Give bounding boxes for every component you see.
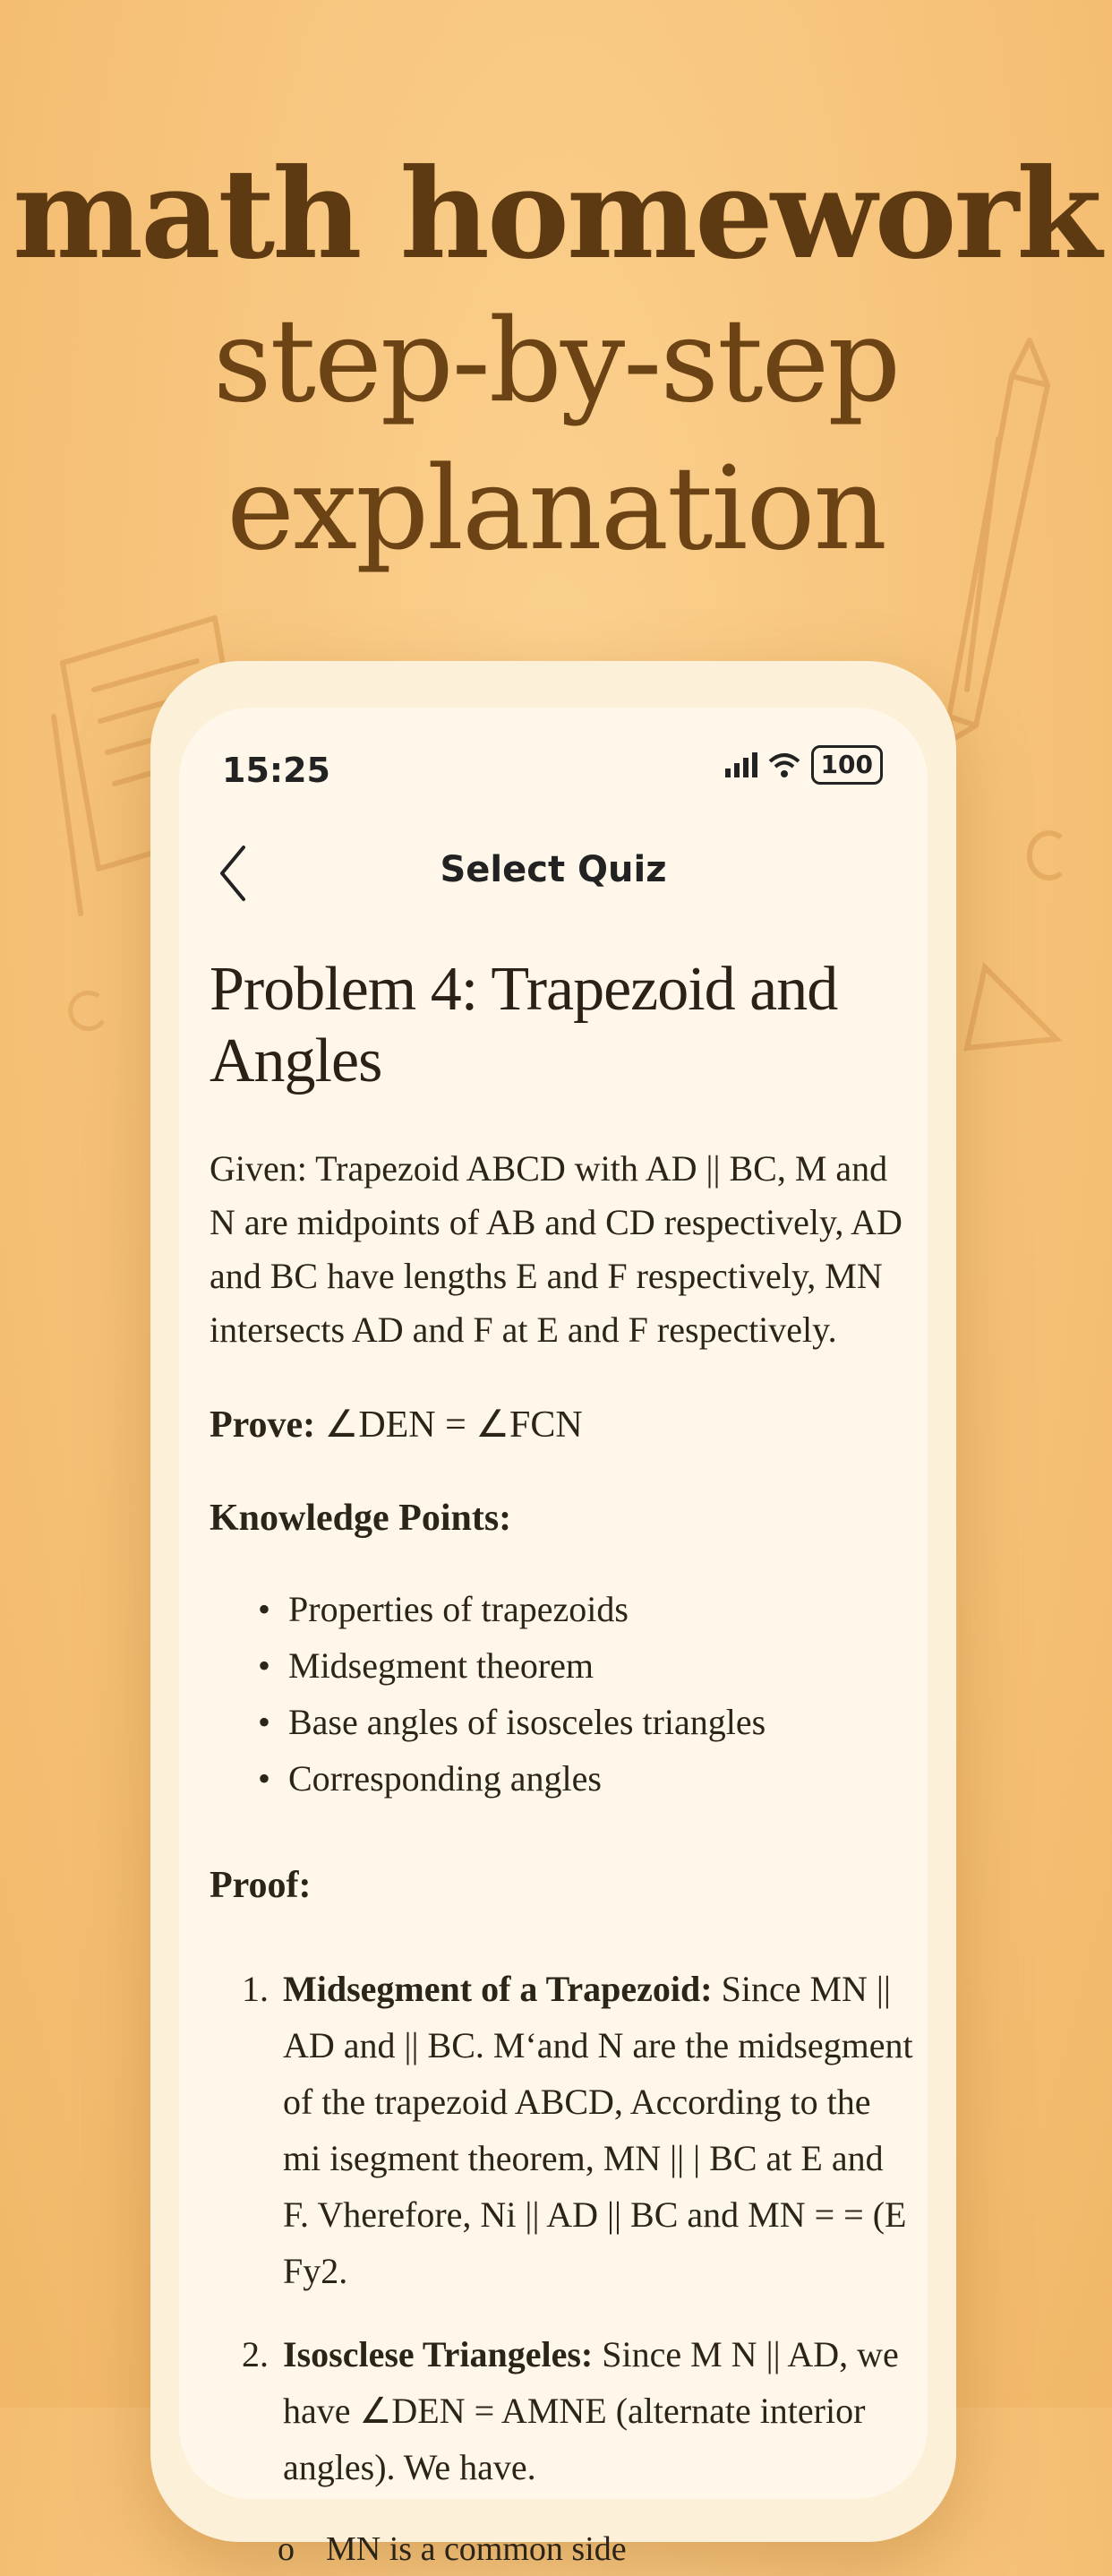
wifi-icon xyxy=(768,752,800,777)
proof-steps xyxy=(210,1961,917,2495)
step-title: Isosclese Triangeles: xyxy=(283,2334,594,2374)
circle-icon xyxy=(63,985,116,1039)
prove-label: Prove: xyxy=(210,1404,316,1446)
prove-text: ∠DEN = ∠FCN xyxy=(324,1404,583,1446)
step-title: Midsegment of a Trapezoid: xyxy=(283,1969,713,2009)
knowledge-heading: Knowledge Points: xyxy=(210,1498,512,1539)
step-number: 2. xyxy=(242,2334,269,2374)
proof-step xyxy=(210,1961,917,2299)
headline-line-2: step-by-step xyxy=(212,295,900,428)
signal-icon xyxy=(725,752,757,777)
status-icons xyxy=(725,745,883,785)
sub-step xyxy=(278,2522,917,2576)
step-number: 1. xyxy=(242,1969,269,2009)
status-time: 15:25 xyxy=(222,751,330,790)
step-text: Since M N || AD, we have ∠DEN = AMNE (alternate interior angles). We have. xyxy=(283,2334,899,2487)
prove-line xyxy=(210,1402,917,1447)
list-item: • Midsegment theorem xyxy=(258,1637,917,1694)
headline-line-3: explanation xyxy=(227,442,885,576)
nav-title: Select Quiz xyxy=(440,849,667,890)
problem-title: Problem 4: Trapezoid and Angles xyxy=(210,955,838,1095)
knowledge-list xyxy=(258,1581,917,1807)
sub-step-number: o xyxy=(278,2530,295,2568)
circle-icon xyxy=(1021,824,1074,887)
battery-icon: 100 xyxy=(811,745,883,785)
phone-screen xyxy=(179,708,928,2568)
given-text: Given: Trapezoid ABCD with AD || BC, M and N are midpoints of AB and CD respectively, AD and BC have lengths E and F respectively, MN intersects AD and F at E and F respectively. xyxy=(210,1148,902,1350)
step-text: Since MN || AD and || BC. M‘and N are the midsegment of the trapezoid ABCD, According to the mi isegment theorem, MN || | BC at E and F. Vherefore, Ni || AD || BC and MN = = (E Fy2. xyxy=(283,1969,913,2291)
problem-content xyxy=(210,954,917,2576)
pencil-icon xyxy=(913,331,1074,743)
list-item: • Corresponding angles xyxy=(258,1750,917,1807)
proof-step xyxy=(210,2326,917,2495)
triangle-icon xyxy=(958,958,1065,1057)
list-item: • Properties of trapezoids xyxy=(258,1581,917,1637)
sub-step-text: MN is a common side xyxy=(326,2530,627,2568)
headline-line-1: math homework xyxy=(13,141,1099,287)
list-item: • Base angles of isosceles triangles xyxy=(258,1694,917,1750)
nav-bar xyxy=(179,833,928,923)
proof-heading: Proof: xyxy=(210,1865,312,1906)
